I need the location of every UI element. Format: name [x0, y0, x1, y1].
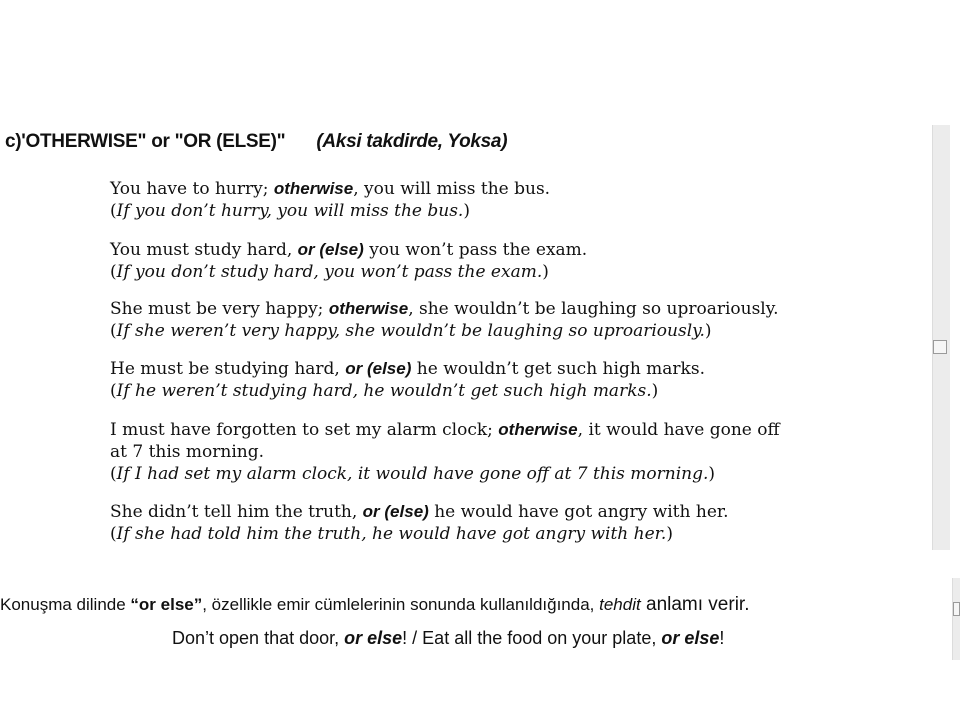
example-sentence-cont: at 7 this morning. [110, 442, 265, 462]
paren: ( [110, 381, 117, 401]
sentence-text: You have to hurry; [110, 179, 274, 199]
paraphrase-text: If he weren’t studying hard, he wouldn’t get such high marks. [116, 381, 652, 401]
paren: ) [708, 464, 716, 484]
sentence-text: You must study hard, [110, 240, 298, 260]
sentence-text: , she wouldn’t be laughing so uproariously. [408, 299, 779, 319]
usage-note [0, 594, 749, 616]
keyword: or (else) [362, 502, 429, 521]
example-4 [110, 358, 705, 402]
paren: ) [666, 524, 673, 544]
keyword: otherwise [328, 299, 409, 318]
note-text: Konuşma dilinde [0, 595, 131, 614]
example-sentence [110, 419, 780, 441]
paren: ) [463, 201, 470, 221]
scrollbar-lower[interactable] [952, 578, 960, 660]
heading-title: c)'OTHERWISE" or "OR (ELSE)" [5, 131, 286, 152]
paren: ) [704, 321, 712, 341]
example-5 [110, 419, 780, 485]
note-quoted: “or else” [130, 595, 203, 614]
example-paraphrase [110, 200, 550, 222]
sentence-text: She must be very happy; [110, 299, 329, 319]
example-sentence [110, 239, 587, 261]
keyword: or (else) [345, 359, 412, 378]
example-paraphrase [110, 463, 780, 485]
keyword: otherwise [273, 179, 354, 198]
scrollbar-lower-thumb[interactable] [953, 602, 960, 616]
keyword: or else [661, 628, 720, 648]
sentence-text: I must have forgotten to set my alarm clock; [110, 420, 499, 440]
example-sentence [110, 298, 779, 320]
example-1 [110, 178, 550, 222]
sentence-text: he would have got angry with her. [428, 502, 729, 522]
paren: ( [110, 524, 117, 544]
sentence-text: , it would have gone off [577, 420, 780, 440]
example-paraphrase [110, 261, 587, 283]
paren: ( [110, 262, 117, 282]
paren: ( [110, 464, 117, 484]
scrollbar[interactable] [932, 125, 950, 550]
sentence-text: He must be studying hard, [110, 359, 346, 379]
heading-translation: (Aksi takdirde, Yoksa) [316, 131, 508, 152]
example-sentence [110, 178, 550, 200]
example-text: Don’t open that door, [172, 628, 345, 648]
keyword: otherwise [498, 420, 578, 439]
paraphrase-text: If you don’t hurry, you will miss the bus. [116, 201, 464, 221]
sentence-text: , you will miss the bus. [353, 179, 551, 199]
keyword: or else [344, 628, 403, 648]
section-heading [5, 131, 507, 153]
note-italic: tehdit [599, 595, 641, 614]
example-3 [110, 298, 779, 342]
example-paraphrase [110, 380, 705, 402]
scrollbar-thumb[interactable] [933, 340, 947, 354]
example-text: ! [719, 628, 725, 648]
paren: ) [542, 262, 549, 282]
example-text: ! / Eat all the food on your plate, [402, 628, 662, 648]
paraphrase-text: If you don’t study hard, you won’t pass the exam. [116, 262, 543, 282]
example-6 [110, 501, 729, 545]
paren: ( [110, 201, 117, 221]
sentence-text: She didn’t tell him the truth, [110, 502, 363, 522]
example-sentence [110, 358, 705, 380]
paraphrase-text: If I had set my alarm clock, it would have gone off at 7 this morning. [116, 464, 709, 484]
sentence-text: you won’t pass the exam. [363, 240, 588, 260]
sentence-text: he wouldn’t get such high marks. [411, 359, 705, 379]
example-sentence [110, 501, 729, 523]
example-paraphrase [110, 523, 729, 545]
note-text: , özellikle emir cümlelerinin sonunda kullanıldığında, [202, 595, 600, 614]
paren: ( [110, 321, 117, 341]
paraphrase-text: If she weren’t very happy, she wouldn’t be laughing so uproariously. [116, 321, 705, 341]
example-2 [110, 239, 587, 283]
paraphrase-text: If she had told him the truth, he would have got angry with her. [116, 524, 667, 544]
example-paraphrase [110, 320, 779, 342]
note-text: anlamı verir. [640, 594, 750, 615]
paren: ) [651, 381, 659, 401]
keyword: or (else) [297, 240, 364, 259]
threat-example [172, 628, 724, 649]
